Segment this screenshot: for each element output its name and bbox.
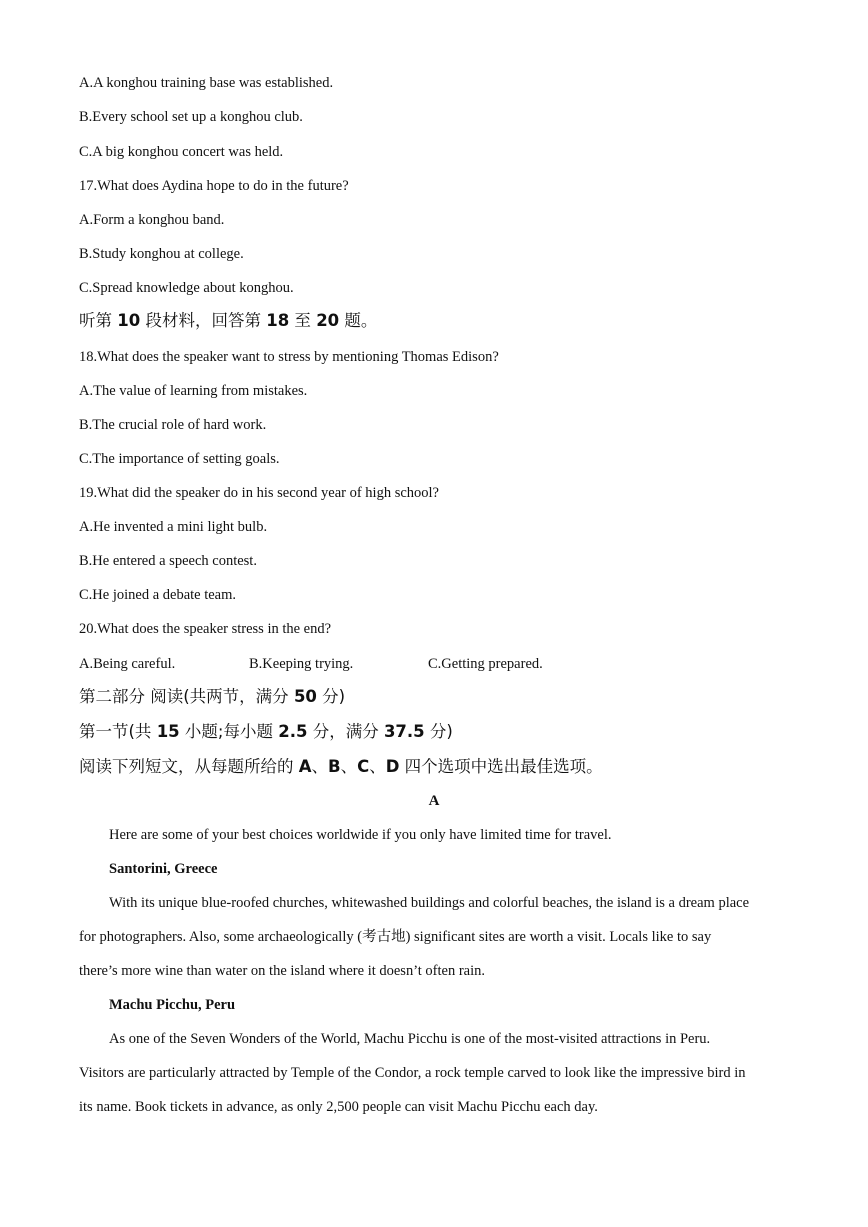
q19-option-b: B.He entered a speech contest. <box>79 553 257 569</box>
machu-picchu-text-line-3: its name. Book tickets in advance, as only 2,500 people can visit Machu Picchu each day. <box>79 1099 598 1115</box>
q16-option-b: B.Every school set up a konghou club. <box>79 109 303 125</box>
section-title-machu-picchu: Machu Picchu, Peru <box>109 997 236 1013</box>
section-title-santorini: Santorini, Greece <box>109 861 218 877</box>
part-two-heading: 第二部分 阅读(共两节，满分 50 分) <box>79 687 346 706</box>
q18-option-c: C.The importance of setting goals. <box>79 451 280 467</box>
q20-options <box>79 654 779 674</box>
machu-picchu-text-line-1: As one of the Seven Wonders of the World, Machu Picchu is one of the most-visited attractions in Peru. <box>109 1031 711 1047</box>
santorini-text-line-1: With its unique blue-roofed churches, whitewashed buildings and colorful beaches, the island is a dream place <box>109 895 750 911</box>
q19-option-c: C.He joined a debate team. <box>79 587 237 603</box>
reading-instruction: 阅读下列短文，从每题所给的 A、B、C、D 四个选项中选出最佳选项。 <box>79 757 603 776</box>
question-18: 18.What does the speaker want to stress by mentioning Thomas Edison? <box>79 349 499 365</box>
santorini-text-line-3: there’s more wine than water on the island where it doesn’t often rain. <box>79 963 486 979</box>
q17-option-c: C.Spread knowledge about konghou. <box>79 280 294 296</box>
q17-option-a: A.Form a konghou band. <box>79 212 225 228</box>
question-20: 20.What does the speaker stress in the end? <box>79 621 332 637</box>
q20-option-a: A.Being careful. <box>79 656 176 672</box>
question-17: 17.What does Aydina hope to do in the future? <box>79 178 349 194</box>
q16-option-c: C.A big konghou concert was held. <box>79 144 284 160</box>
q18-option-b: B.The crucial role of hard work. <box>79 417 267 433</box>
q20-option-b: B.Keeping trying. <box>249 656 354 672</box>
santorini-text-line-2: for photographers. Also, some archaeologically (考古地) significant sites are worth a visit. Locals like to say <box>79 929 712 945</box>
question-19: 19.What did the speaker do in his second year of high school? <box>79 485 439 501</box>
machu-picchu-text-line-2: Visitors are particularly attracted by Temple of the Condor, a rock temple carved to look like the impressive bird in <box>79 1065 746 1081</box>
q16-option-a: A.A konghou training base was established. <box>79 75 334 91</box>
q18-option-a: A.The value of learning from mistakes. <box>79 383 308 399</box>
passage-intro: Here are some of your best choices worldwide if you only have limited time for travel. <box>109 827 612 843</box>
section-heading-passage-10: 听第 10 段材料，回答第 18 至 20 题。 <box>79 311 378 330</box>
passage-label: A <box>428 793 440 809</box>
q17-option-b: B.Study konghou at college. <box>79 246 244 262</box>
q20-option-c: C.Getting prepared. <box>428 656 543 672</box>
q19-option-a: A.He invented a mini light bulb. <box>79 519 268 535</box>
section-one-heading: 第一节(共 15 小题;每小题 2.5 分，满分 37.5 分) <box>79 722 453 741</box>
